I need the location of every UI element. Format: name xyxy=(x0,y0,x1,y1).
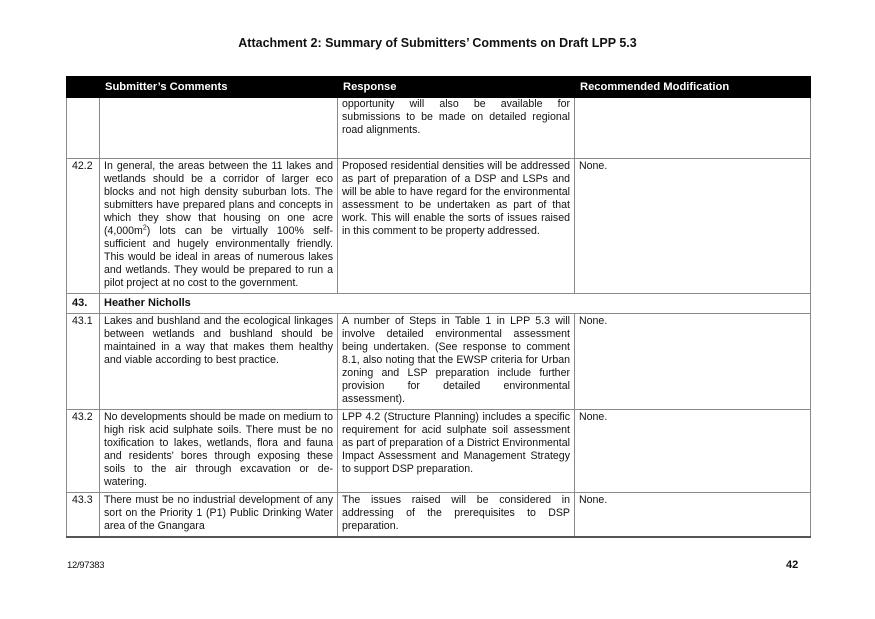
header-number xyxy=(67,77,100,98)
comment-text: In general, the areas between the 11 lakes and wetlands should be a corridor of larger eco blocks and not high density suburban lots. The submitters have prepared plans and concepts in which they show that housing on one acre (4,000m xyxy=(104,160,333,237)
row-response: LPP 4.2 (Structure Planning) includes a specific requirement for acid sulphate soil assessment as part of preparation of a District Environmental Impact Assessment and Management Strategy to support DSP preparation. xyxy=(338,410,575,493)
section-row-43 xyxy=(67,294,811,314)
row-response: opportunity will also be available for submissions to be made on detailed regional road alignments. xyxy=(338,98,575,159)
table-row-42-2 xyxy=(67,159,811,294)
page-number: 42 xyxy=(786,559,799,571)
row-comment: There must be no industrial development of any sort on the Priority 1 (P1) Public Drinking Water area of the Gnangara xyxy=(100,493,338,538)
row-response: Proposed residential densities will be addressed as part of preparation of a DSP and LSPs and will be able to have regard for the environmental assessment to be undertaken as part of that work. This will enable the sorts of issues raised in this comment to be property addressed. xyxy=(338,159,575,294)
row-number: 43.3 xyxy=(67,493,100,538)
table-row-43-1 xyxy=(67,314,811,410)
row-modification: None. xyxy=(575,493,811,538)
row-modification: None. xyxy=(575,410,811,493)
document-reference-number: 12/97383 xyxy=(67,560,105,571)
section-number: 43. xyxy=(67,294,100,314)
row-modification: None. xyxy=(575,159,811,294)
header-response: Response xyxy=(338,77,575,98)
row-comment xyxy=(100,98,338,159)
section-submitter-name: Heather Nicholls xyxy=(100,294,811,314)
row-comment: Lakes and bushland and the ecological linkages between wetlands and bushland should be maintained in a way that makes them healthy and viable according to best practice. xyxy=(100,314,338,410)
comment-text-continued: ) lots can be virtually 100% self-sufficient and hugely environmentally friendly. This would be ideal in areas of numerous lakes and wetlands. They would be prepared to run a pilot project at no cost to the government. xyxy=(104,225,333,289)
table-row-continued xyxy=(67,98,811,159)
row-number: 42.2 xyxy=(67,159,100,294)
row-number xyxy=(67,98,100,159)
row-number: 43.1 xyxy=(67,314,100,410)
header-submitters-comments: Submitter’s Comments xyxy=(100,77,338,98)
table-row-43-3 xyxy=(67,493,811,538)
row-modification xyxy=(575,98,811,159)
row-number: 43.2 xyxy=(67,410,100,493)
row-modification: None. xyxy=(575,314,811,410)
submitters-comments-table xyxy=(66,76,811,538)
document-title: Attachment 2: Summary of Submitters’ Comments on Draft LPP 5.3 xyxy=(238,36,637,50)
row-response: The issues raised will be considered in addressing of the prerequisites to DSP preparation. xyxy=(338,493,575,538)
row-response: A number of Steps in Table 1 in LPP 5.3 will involve detailed environmental assessment being undertaken. (See response to comment 8.1, also noting that the EWSP criteria for Urban zoning and LSP preparation include further provision for detailed environmental assessment). xyxy=(338,314,575,410)
header-recommended-modification: Recommended Modification xyxy=(575,77,811,98)
table-header-row xyxy=(67,77,811,98)
table-row-43-2 xyxy=(67,410,811,493)
superscript: 2 xyxy=(142,224,147,232)
row-comment: No developments should be made on medium to high risk acid sulphate soils. There must be no toxification to lakes, wetlands, flora and fauna and residents' bores through exposing these soils to the air through excavation or de-watering. xyxy=(100,410,338,493)
row-comment xyxy=(100,159,338,294)
